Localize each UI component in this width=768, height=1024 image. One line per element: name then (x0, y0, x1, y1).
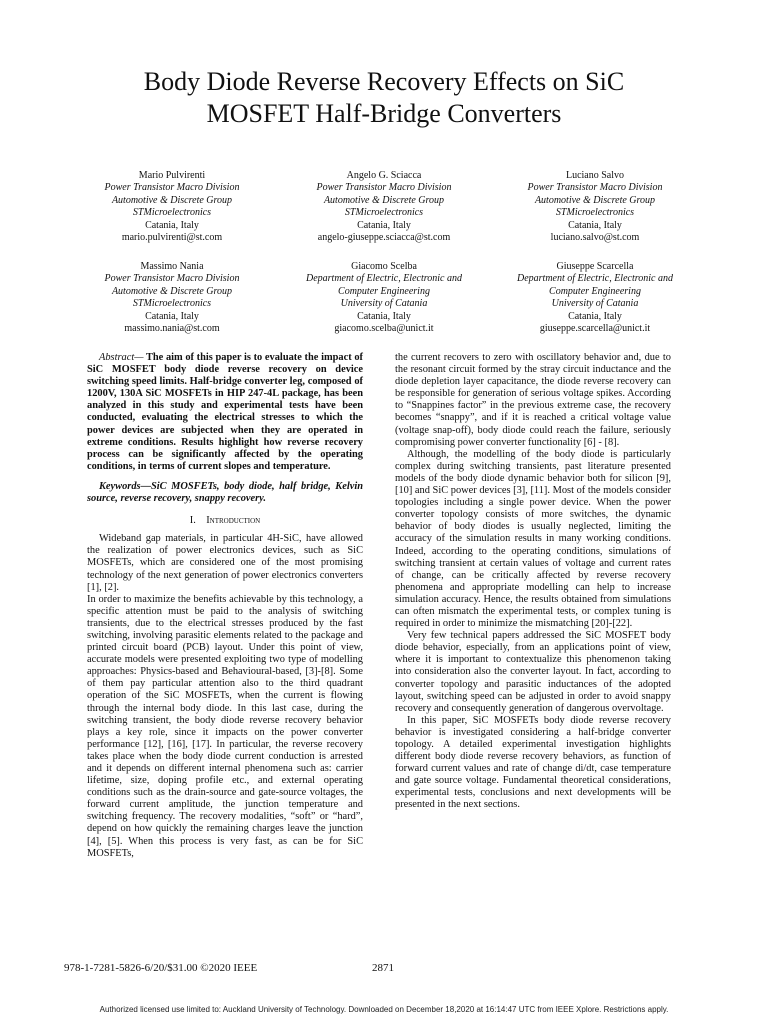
license-notice: Authorized licensed use limited to: Auckland University of Technology. Downloaded on December 18,2020 at 16:14:47 UTC from IEEE Xplore. Restrictions apply. (99, 1005, 669, 1014)
author-org: STMicroelectronics (132, 298, 212, 310)
author-email: mario.pulvirenti@st.com (121, 232, 223, 244)
right-column (395, 352, 671, 812)
author-email: angelo-giuseppe.sciacca@st.com (317, 232, 451, 244)
copyright-notice: 978-1-7281-5826-6/20/$31.00 ©2020 IEEE (64, 962, 258, 974)
paper-title (60, 66, 708, 130)
left-column (87, 352, 363, 860)
author-name: Mario Pulvirenti (138, 170, 206, 181)
author-org: STMicroelectronics (132, 207, 212, 219)
author-email: massimo.nania@st.com (124, 323, 220, 335)
author-org: University of Catania (551, 298, 639, 310)
author-block (279, 261, 489, 335)
body-paragraph: Wideband gap materials, in particular 4H-SiC, have allowed the realization of power electronics devices, such as SiC MOSFETs, which are considered one of the most promising technology of the next generation of power electronics converters [1], [2]. (87, 533, 363, 593)
author-block (490, 261, 700, 335)
section-heading (87, 515, 363, 527)
author-email: luciano.salvo@st.com (550, 232, 640, 244)
author-location: Catania, Italy (357, 219, 411, 231)
author-dept: Automotive & Discrete Group (534, 194, 656, 206)
author-email: giuseppe.scarcella@unict.it (539, 323, 651, 335)
author-dept: Power Transistor Macro Division (527, 182, 663, 194)
author-dept: Department of Electric, Electronic and (517, 273, 673, 285)
page-number: 2871 (372, 962, 394, 974)
author-name: Luciano Salvo (565, 170, 625, 181)
author-location: Catania, Italy (568, 310, 622, 322)
author-dept: Power Transistor Macro Division (316, 182, 452, 194)
author-dept: Automotive & Discrete Group (323, 194, 445, 206)
body-paragraph: Very few technical papers addressed the SiC MOSFET body diode behavior, especially, from an applications point of view, where it is important to contextualize this phenomenon taking into consideration also the converter layout. In fact, according to converter topology and parasitic inductances of the adopted layout, switching speed can be adjusted in order to avoid snappy recovery and consequently generation of dangerous overvoltage. (395, 630, 671, 714)
author-dept: Computer Engineering (338, 285, 430, 297)
author-location: Catania, Italy (145, 310, 199, 322)
paper-title-line-1: Body Diode Reverse Recovery Effects on SiC (143, 67, 625, 96)
abstract-text: The aim of this paper is to evaluate the impact of SiC MOSFET body diode reverse recovery on device switching speed limits. Half-bridge converter leg, composed of 1200V, 130A SiC MOSFETs in HIP 247-4L package, has been analyzed in this study and experimental tests have been conducted, evaluating the electrical stresses to which the power devices are subjected when they are operated in extreme conditions. Results highlight how reverse recovery process can be significantly affected by the operating conditions, in terms of current slopes and temperature. (87, 352, 363, 472)
author-name: Giacomo Scelba (351, 261, 417, 272)
author-block (279, 170, 489, 244)
paper-title-line-2: MOSFET Half-Bridge Converters (206, 99, 562, 128)
author-org: University of Catania (340, 298, 428, 310)
body-paragraph: In order to maximize the benefits achievable by this technology, a specific attention must be paid to the analysis of switching transients, due to the electrical stresses produced by the fast switching, involving parasitic elements related to the package and printed circuit board (PCB) layout. Under this point of view, accurate models were presented exploiting two type of modelling approaches: Physics-based and Behavioural-based, [3]-[8]. Some of them pay particular attention also to the third quadrant operation of the SiC MOSFETs, when the current is flowing through the internal body diode. In this last case, during the switching transient, the body diode reverse recovery behavior plays a key role, since it impacts on the power converter performance [12], [16], [17]. In particular, the reverse recovery takes place when the body diode current conduction is arrested and it depends on different internal phenomena such as: carrier lifetime, size, doping profile etc., and external operating conditions such as the drain-source and gate-source voltages, the forward current amplitude, the junction temperature and switching frequency. The recovery modalities, “soft” or “hard”, depend on how quickly the remaining charges leave the junction [4], [5]. When this process is very fast, as can be for SiC MOSFETs, (87, 593, 363, 859)
author-dept: Computer Engineering (549, 285, 641, 297)
author-dept: Power Transistor Macro Division (104, 182, 240, 194)
author-dept: Automotive & Discrete Group (111, 285, 233, 297)
author-dept: Power Transistor Macro Division (104, 273, 240, 285)
author-location: Catania, Italy (357, 310, 411, 322)
keywords: Keywords—SiC MOSFETs, body diode, half bridge, Kelvin source, reverse recovery, snappy recovery. (87, 480, 363, 505)
abstract (87, 352, 363, 473)
author-dept: Automotive & Discrete Group (111, 194, 233, 206)
author-block (490, 170, 700, 244)
author-dept: Department of Electric, Electronic and (306, 273, 462, 285)
author-name: Massimo Nania (140, 261, 204, 272)
author-name: Giuseppe Scarcella (556, 261, 634, 272)
author-email: giacomo.scelba@unict.it (334, 323, 434, 335)
author-location: Catania, Italy (145, 219, 199, 231)
author-block (67, 170, 277, 244)
body-paragraph: the current recovers to zero with oscillatory behavior and, due to the resonant circuit formed by the stray circuit inductance and the diode depletion layer capacitance, the diode reverse recovery can be responsible for generation of serious voltage spikes. According to “Snappines factor” in the previous extreme case, the recovery becomes “snappy”, and if it is reached a critical voltage value (voltage snap-off), body diode could reach the failure, seriously compromising power converter functionality [6] - [8]. (395, 352, 671, 448)
author-location: Catania, Italy (568, 219, 622, 231)
abstract-label: Abstract— (99, 352, 144, 363)
author-block (67, 261, 277, 335)
author-org: STMicroelectronics (344, 207, 424, 219)
body-paragraph: In this paper, SiC MOSFETs body diode reverse recovery behavior is investigated considering a half-bridge converter topology. A detailed experimental investigation highlights different body diode reverse recovery behaviors, as function of forward current values and rate of change di/dt, case temperature and gate source voltage. Fundamental theoretical considerations, experimental tests, conclusions and next developments will be presented in the next sections. (395, 714, 671, 811)
author-name: Angelo G. Sciacca (346, 170, 422, 181)
section-number: I. (189, 515, 196, 527)
body-paragraph: Although, the modelling of the body diode is particularly complex during switching transients, past literature presented models of the body diode dynamic behavior both for silicon [9], [10] and SiC power devices [3], [11]. Most of the models consider topologies including a single power device. When the power converter topology consists of more switches, the dynamic behavior of body diodes is usually neglected, limiting the accuracy of the simulation results in many working conditions. Indeed, according to the operating conditions, simulations of switching transient at certain values of voltage and current rates of change, can be critically affected by reverse recovery phenomena and appropriate modelling can help to increase simulation accuracy. Hence, the results obtained from simulations can often mismatch the experimental tests, or complex tuning is required in order to minimize the mismatching [20]-[22]. (395, 448, 671, 630)
section-title: Introduction (206, 515, 261, 527)
author-org: STMicroelectronics (555, 207, 635, 219)
